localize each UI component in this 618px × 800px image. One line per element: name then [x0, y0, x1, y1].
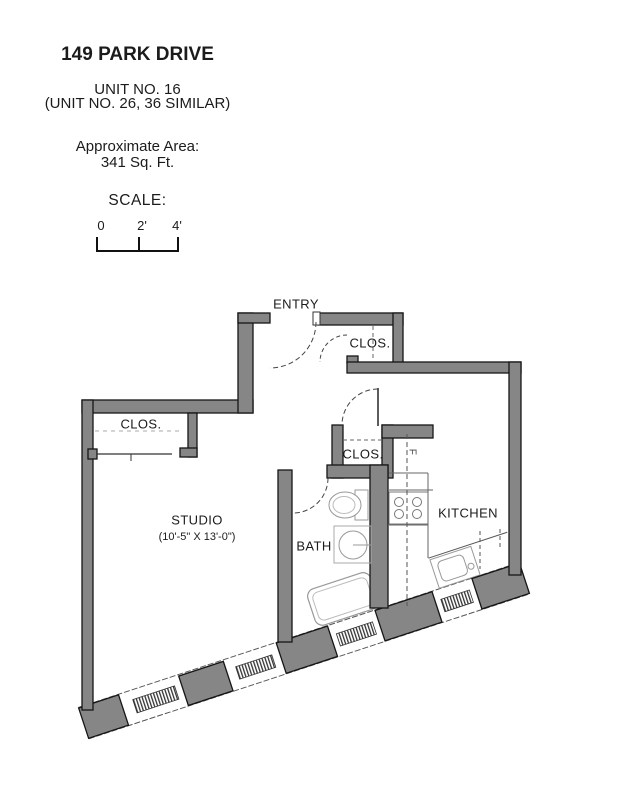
- room-label-studio: STUDIO: [171, 512, 223, 528]
- hall-door-swing: [342, 389, 378, 425]
- wall-piers: [79, 563, 530, 738]
- room-label-kitchen: KITCHEN: [438, 505, 498, 521]
- scale-label: SCALE:: [108, 192, 167, 209]
- fridge-label: F: [406, 448, 418, 456]
- studio-dimensions: (10'-5" X 13'-0"): [158, 531, 236, 543]
- toilet-bowl: [329, 492, 361, 518]
- scale-tick-4: 4': [172, 218, 182, 233]
- entry-door-leaf: [313, 312, 320, 325]
- page-title: 149 PARK DRIVE: [61, 44, 214, 65]
- room-label-bath: BATH: [296, 538, 332, 554]
- entry-door-swing: [270, 322, 316, 368]
- similar-units: (UNIT NO. 26, 36 SIMILAR): [44, 95, 231, 112]
- scale-tick-0: 0: [97, 218, 105, 233]
- bath-door-swing: [293, 478, 328, 513]
- area-label: Approximate Area:: [75, 138, 200, 155]
- bathtub: [306, 571, 381, 628]
- room-label-left-closet: CLOS.: [120, 416, 162, 432]
- bath-fixtures: [329, 490, 371, 563]
- area-value: 341 Sq. Ft.: [100, 154, 175, 171]
- scale-tick-2: 2': [137, 218, 147, 233]
- window-wall-band: [66, 525, 529, 739]
- stove: [389, 492, 428, 524]
- room-label-bath-closet: CLOS.: [342, 446, 384, 462]
- room-label-entry: ENTRY: [273, 296, 319, 312]
- entry-closet-door-swing: [320, 335, 347, 362]
- unit-number: UNIT NO. 16: [94, 81, 181, 98]
- room-label-entry-closet: CLOS.: [349, 335, 391, 351]
